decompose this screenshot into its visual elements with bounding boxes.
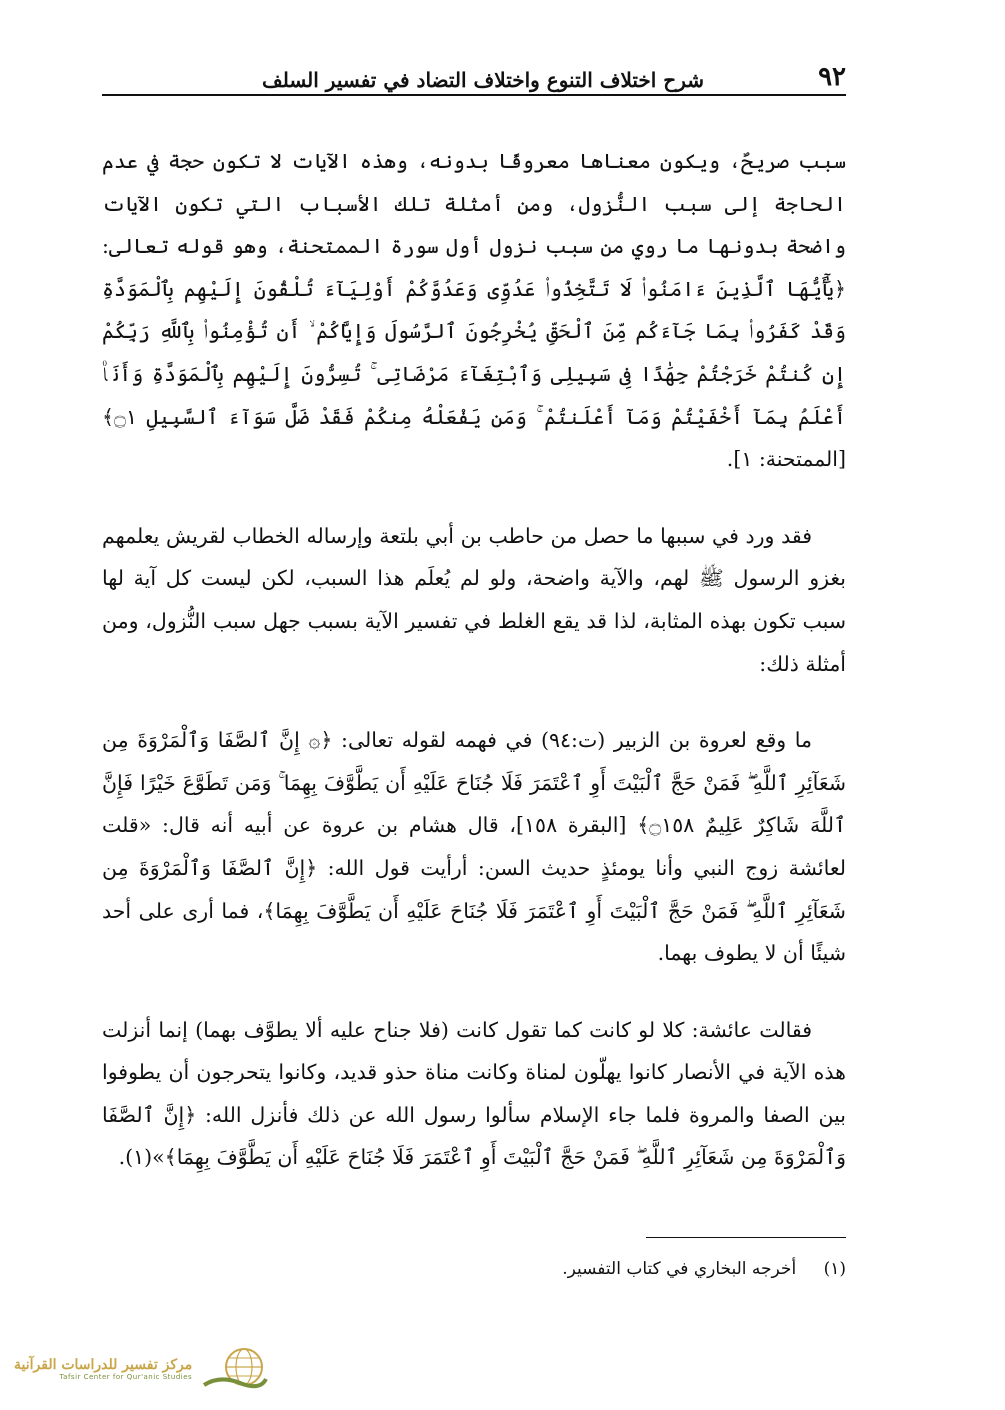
- paragraph-3: ما وقع لعروة بن الزبير (ت:٩٤) في فهمه لقوله تعالى: ﴿۞ إِنَّ ٱلصَّفَا وَٱلْمَرْوَةَ مِن شَعَآئِرِ ٱللَّهِ ۖ فَمَنْ حَجَّ ٱلْبَيْتَ أَوِ ٱعْتَمَرَ فَلَا جُنَاحَ عَلَيْهِ أَن يَطَّوَّفَ بِهِمَا ۚ وَمَن تَطَوَّعَ خَيْرًا فَإِنَّ ٱللَّهَ شَاكِرٌ عَلِيمٌ ۝١٥٨﴾ [البقرة ١٥٨]، قال هشام بن عروة عن أبيه أنه قال: «قلت لعائشة زوج النبي وأنا يومئذٍ حديث السن: أرأيت قول الله: ﴿إِنَّ ٱلصَّفَا وَٱلْمَرْوَةَ مِن شَعَآئِرِ ٱللَّهِ ۖ فَمَنْ حَجَّ ٱلْبَيْتَ أَوِ ٱعْتَمَرَ فَلَا جُنَاحَ عَلَيْهِ أَن يَطَّوَّفَ بِهِمَا﴾، فما أرى على أحد شيئًا أن لا يطوف بهما.: [102, 728, 846, 966]
- logo-arabic-name: مركز تفسير للدراسات القرآنية: [14, 1356, 193, 1373]
- page-header: [102, 52, 846, 96]
- page-number: ٩٢: [818, 62, 846, 92]
- footnote-text: أخرجه البخاري في كتاب التفسير.: [562, 1259, 797, 1279]
- paragraph-4: فقالت عائشة: كلا لو كانت كما تقول كانت (فلا جناح عليه ألا يطوَّف بهما) إنما أنزلت هذه الآية في الأنصار كانوا يهلّون لمناة وكانت مناة حذو قديد، وكانوا يتحرجون أن يطوفوا بين الصفا والمروة فلما جاء الإسلام سألوا رسول الله عن ذلك فأنزل الله: ﴿إِنَّ ٱلصَّفَا وَٱلْمَرْوَةَ مِن شَعَآئِرِ ٱللَّهِ ۖ فَمَنْ حَجَّ ٱلْبَيْتَ أَوِ ٱعْتَمَرَ فَلَا جُنَاحَ عَلَيْهِ أَن يَطَّوَّفَ بِهِمَا﴾»(١).: [102, 1017, 846, 1170]
- paragraph-2: فقد ورد في سببها ما حصل من حاطب بن أبي بلتعة وإرساله الخطاب لقريش يعلمهم بغزو الرسول ﷺ لهم، والآية واضحة، ولو لم يُعلَم هذا السبب، لكن ليست كل آية لها سبب تكون بهذه المثابة، لذا قد يقع الغلط في تفسير الآية بسبب جهل سبب النُّزول، ومن أمثلة ذلك:: [102, 523, 846, 676]
- running-title: شرح اختلاف التنوع واختلاف التضاد في تفسير السلف: [262, 68, 705, 92]
- logo-english-name: Tafsir Center for Qur'anic Studies: [59, 1373, 193, 1382]
- paragraph-1: سبب صريحٌ، ويكون معناها معروفًا بدونه، وهذه الآيات لا تكون حجة في عدم الحاجة إلى سبب النُّزول، ومن أمثلة تلك الأسباب التي تكون الآيات واضحة بدونها ما روي من سبب نزول أول سورة الممتحنة، وهو قوله تعالى: ﴿يَٰٓأَيُّهَا ٱلَّذِينَ ءَامَنُوا۟ لَا تَتَّخِذُوا۟ عَدُوِّى وَعَدُوَّكُمْ أَوْلِيَآءَ تُلْقُونَ إِلَيْهِم بِٱلْمَوَدَّةِ وَقَدْ كَفَرُوا۟ بِمَا جَآءَكُم مِّنَ ٱلْحَقِّ يُخْرِجُونَ ٱلرَّسُولَ وَإِيَّاكُمْ ۙ أَن تُؤْمِنُوا۟ بِٱللَّهِ رَبِّكُمْ إِن كُنتُمْ خَرَجْتُمْ جِهَٰدًا فِى سَبِيلِى وَٱبْتِغَآءَ مَرْضَاتِى ۚ تُسِرُّونَ إِلَيْهِم بِٱلْمَوَدَّةِ وَأَنَا۠ أَعْلَمُ بِمَآ أَخْفَيْتُمْ وَمَآ أَعْلَنتُمْ ۚ وَمَن يَفْعَلْهُ مِنكُمْ فَقَدْ ضَلَّ سَوَآءَ ٱلسَّبِيلِ ۝١﴾ [الممتحنة: ١].: [102, 149, 846, 472]
- publisher-logo: [14, 1344, 284, 1394]
- footnote: [102, 1255, 846, 1283]
- globe-logo-icon: [200, 1345, 270, 1393]
- logo-wordmark: [14, 1357, 192, 1382]
- footnote-divider: [646, 1237, 846, 1238]
- footnote-number: (١): [823, 1259, 846, 1279]
- main-text: [102, 140, 846, 1213]
